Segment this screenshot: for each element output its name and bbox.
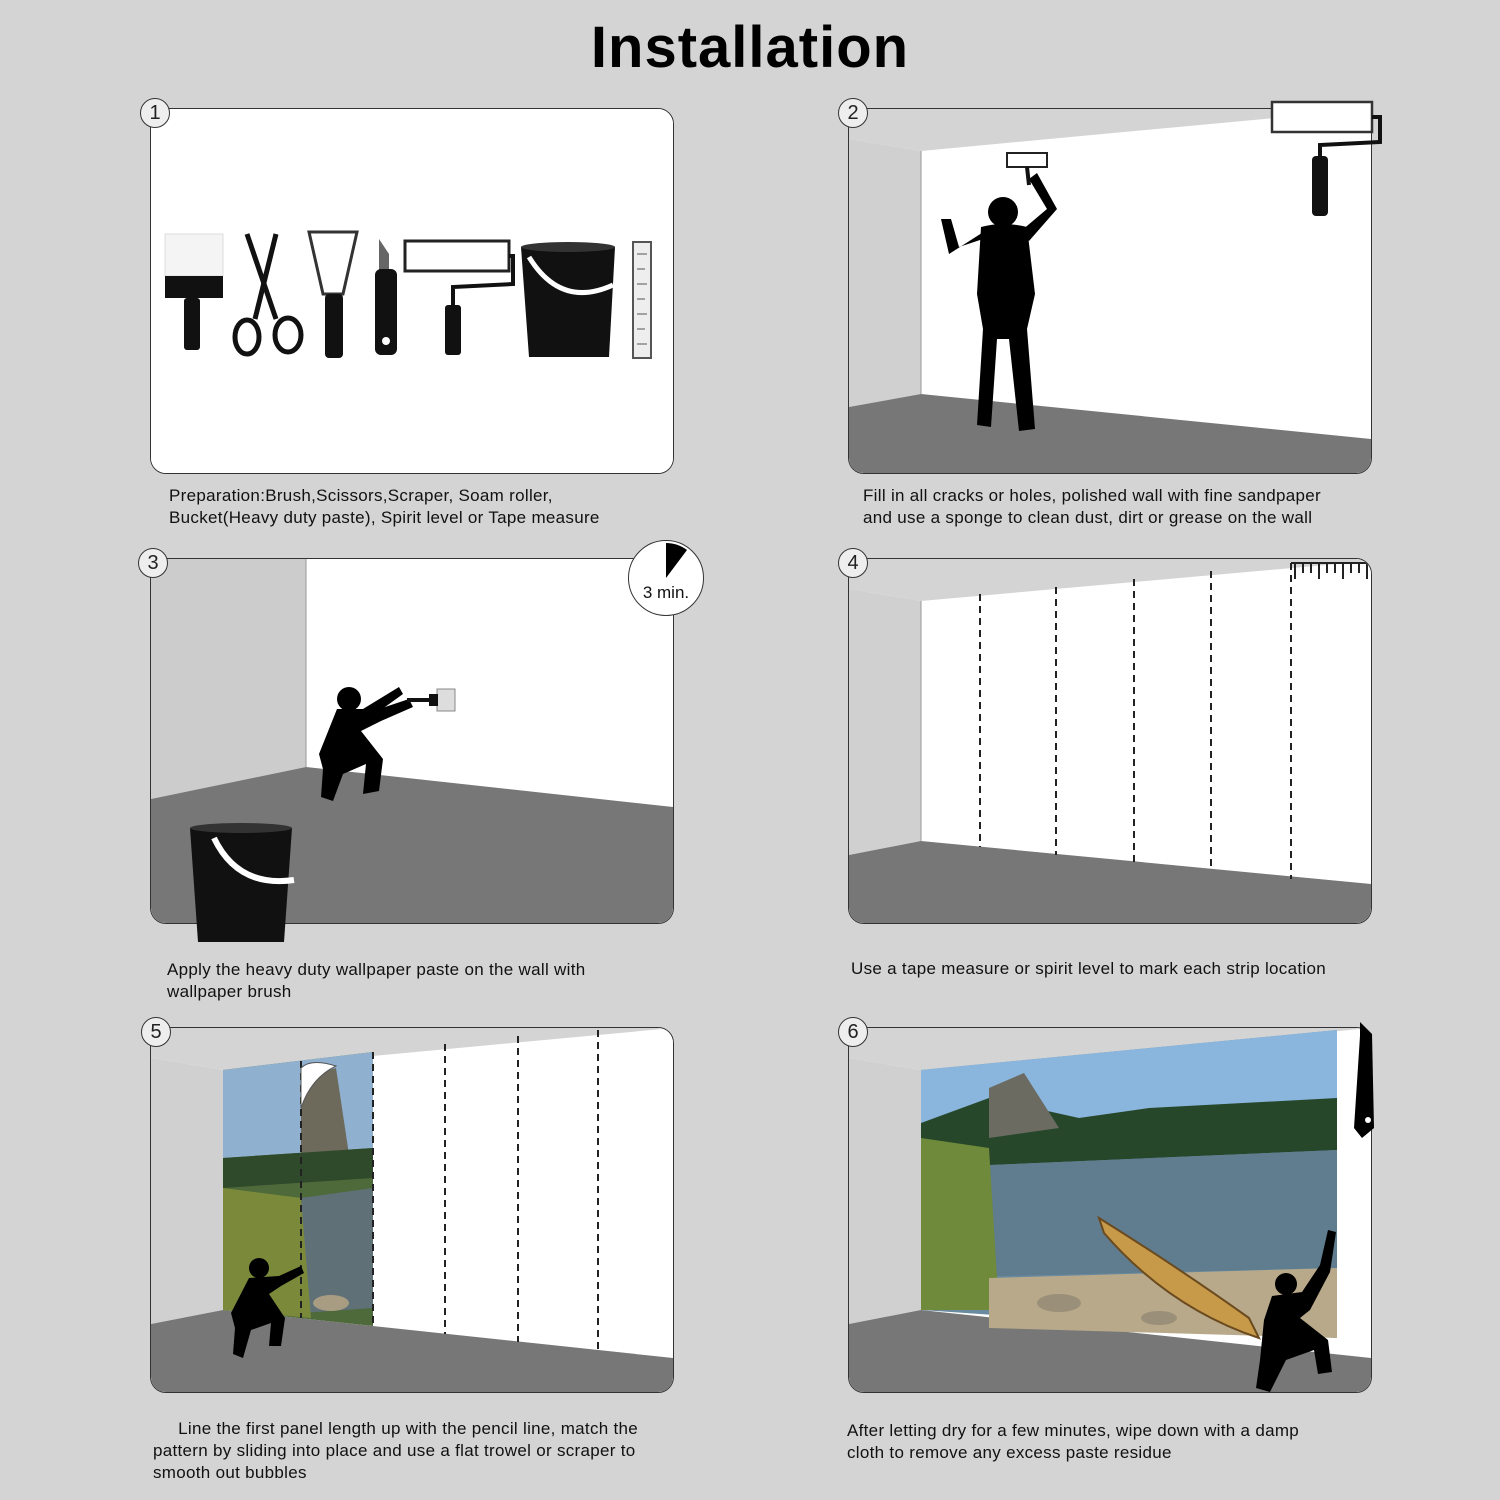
bucket-icon bbox=[521, 242, 615, 357]
caption-text: Line the first panel length up with the pencil line, match the pattern by sliding into place and use a flat trowel or scraper to smooth out bubbles bbox=[153, 1419, 639, 1482]
page-title: Installation bbox=[590, 15, 910, 80]
caption-text: Preparation:Brush,Scissors,Scraper, Soam roller, Bucket(Heavy duty paste), Spirit level or Tape measure bbox=[169, 486, 600, 527]
bucket-icon bbox=[188, 822, 300, 949]
ruler-icon bbox=[633, 242, 651, 358]
step-1-panel bbox=[150, 108, 674, 474]
person-wiping-icon bbox=[1250, 1020, 1390, 1425]
step-number-3: 3 bbox=[138, 548, 168, 578]
step-2-caption bbox=[863, 485, 1403, 529]
step-number-4: 4 bbox=[838, 548, 868, 578]
step-3-caption bbox=[167, 959, 687, 1003]
step-4-panel bbox=[848, 558, 1372, 924]
step-number-5: 5 bbox=[141, 1017, 171, 1047]
step-number-2: 2 bbox=[838, 98, 868, 128]
step-4-caption bbox=[851, 958, 1411, 980]
timer-icon bbox=[629, 541, 703, 615]
timer-label: 3 min. bbox=[642, 583, 690, 602]
caption-text: Apply the heavy duty wallpaper paste on the wall with wallpaper brush bbox=[167, 960, 586, 1001]
step-6-caption bbox=[847, 1420, 1387, 1464]
step-5-panel bbox=[150, 1027, 674, 1393]
step-number-1: 1 bbox=[140, 98, 170, 128]
step-number-6: 6 bbox=[838, 1017, 868, 1047]
caption-text: Use a tape measure or spirit level to mark each strip location bbox=[851, 959, 1326, 978]
caption-text: Fill in all cracks or holes, polished wall with fine sandpaper and use a sponge to clean dust, dirt or grease on the wall bbox=[863, 486, 1321, 527]
step-5-caption bbox=[153, 1418, 713, 1484]
big-roller-icon bbox=[1270, 100, 1386, 225]
timer-badge bbox=[628, 540, 704, 616]
step-1-caption bbox=[169, 485, 689, 529]
caption-text: After letting dry for a few minutes, wipe down with a damp cloth to remove any excess paste residue bbox=[847, 1421, 1300, 1462]
